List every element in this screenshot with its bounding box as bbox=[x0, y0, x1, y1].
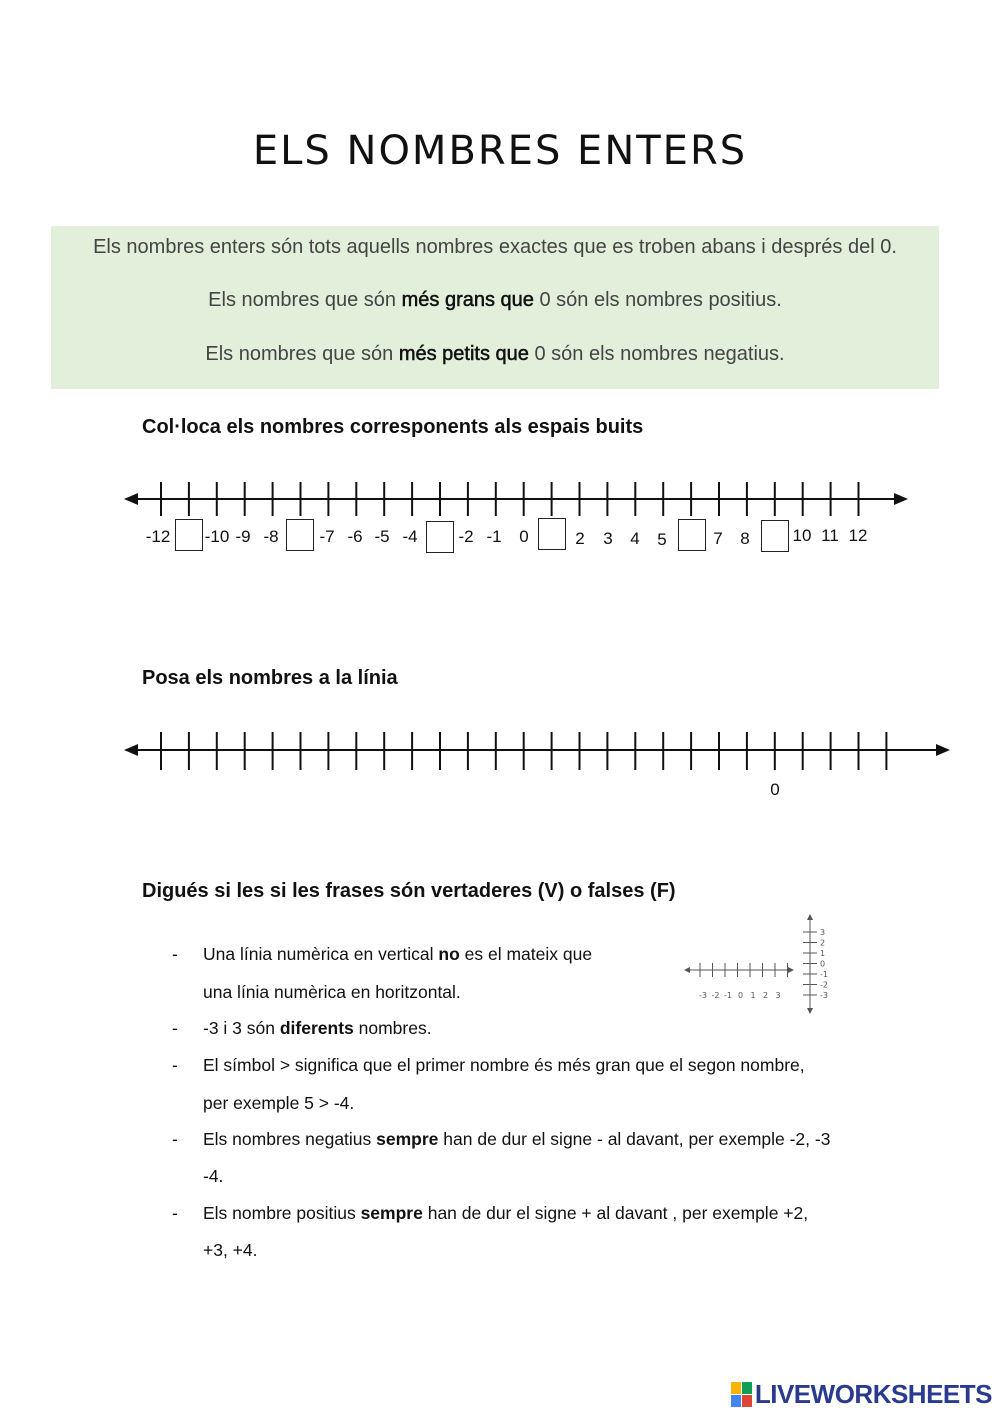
logo-square bbox=[742, 1382, 752, 1394]
statement-dash: - bbox=[172, 944, 178, 964]
mini-v-label: 3 bbox=[820, 928, 826, 937]
line1-label: -4 bbox=[402, 527, 418, 546]
statement-3-line-2: per exemple 5 > -4. bbox=[203, 1093, 355, 1113]
mini-v-label: -2 bbox=[820, 980, 828, 990]
line1-label: -10 bbox=[204, 527, 230, 546]
section2-heading: Posa els nombres a la línia bbox=[142, 667, 398, 689]
number-line-2 bbox=[0, 730, 1000, 774]
mini-v-label: 1 bbox=[820, 949, 826, 958]
line2-zero-label: 0 bbox=[770, 780, 780, 799]
blank-box-5[interactable] bbox=[678, 519, 706, 551]
line1-label: 8 bbox=[740, 529, 750, 548]
statement-3-line-1: El símbol > significa que el primer nombre és més gran que el segon nombre, bbox=[203, 1055, 805, 1075]
statement-1-line-2: una línia numèrica en horitzontal. bbox=[203, 982, 461, 1002]
mini-h-label: 0 bbox=[737, 991, 744, 1000]
logo-square bbox=[742, 1395, 752, 1407]
statement-5-line-1: Els nombre positius sempre han de dur el signe + al davant , per exemple +2, bbox=[203, 1203, 809, 1223]
logo-mark-icon bbox=[731, 1382, 752, 1407]
blank-box-6[interactable] bbox=[761, 520, 789, 552]
line1-label: -7 bbox=[319, 527, 335, 546]
line1-label: 11 bbox=[821, 526, 839, 545]
line1-label: -1 bbox=[486, 527, 502, 546]
statement-dash: - bbox=[172, 1129, 178, 1149]
statement-dash: - bbox=[172, 1018, 178, 1038]
mini-h-label: -3 bbox=[699, 991, 707, 1000]
number-line-2-left-arrow bbox=[124, 744, 138, 756]
mini-h-label: -2 bbox=[711, 991, 720, 1000]
line1-label: -8 bbox=[263, 527, 279, 546]
page-title: ELS NOMBRES ENTERS bbox=[252, 128, 748, 174]
blank-box-1[interactable] bbox=[175, 519, 203, 551]
mini-v-label: 0 bbox=[820, 959, 826, 969]
definition-line-2: Els nombres que són més grans que 0 són els nombres positius. bbox=[208, 289, 782, 311]
line1-label: -6 bbox=[347, 527, 363, 546]
mini-h-label: 1 bbox=[750, 991, 756, 1000]
section1-heading: Col·loca els nombres corresponents als espais buits bbox=[142, 416, 644, 438]
line1-label: -12 bbox=[145, 527, 171, 546]
mini-h-label: 3 bbox=[775, 991, 781, 1000]
line1-label: -9 bbox=[235, 527, 251, 546]
line1-label: 0 bbox=[519, 527, 529, 546]
logo-square bbox=[731, 1382, 741, 1394]
definition-line-1: Els nombres enters són tots aquells nombres exactes que es troben abans i després del 0. bbox=[93, 236, 897, 258]
mini-v-down-arrow bbox=[807, 1008, 813, 1014]
blank-box-2[interactable] bbox=[286, 519, 314, 551]
number-line-1-right-arrow bbox=[894, 493, 908, 505]
definition-box bbox=[51, 226, 939, 389]
logo-square bbox=[731, 1395, 741, 1407]
statement-2-line-1: -3 i 3 són diferents nombres. bbox=[203, 1018, 432, 1038]
blank-box-3[interactable] bbox=[426, 521, 454, 553]
line1-label: 2 bbox=[575, 529, 585, 548]
line1-label: 3 bbox=[603, 529, 613, 548]
line1-label: -5 bbox=[374, 527, 390, 546]
mini-h-label: -1 bbox=[724, 991, 732, 1000]
number-line-2-right-arrow bbox=[936, 744, 950, 756]
definition-line-3: Els nombres que són més petits que 0 són els nombres negatius. bbox=[205, 343, 785, 365]
mini-h-left-arrow bbox=[684, 967, 690, 973]
statement-dash: - bbox=[172, 1203, 178, 1223]
mini-v-label: -1 bbox=[820, 970, 828, 979]
statement-1-line-1: Una línia numèrica en vertical no es el mateix que bbox=[203, 944, 593, 964]
mini-v-up-arrow bbox=[807, 914, 813, 920]
statement-5-line-2: +3, +4. bbox=[203, 1240, 258, 1260]
line1-label: 5 bbox=[657, 530, 667, 549]
mini-h-label: 2 bbox=[762, 991, 769, 1000]
statement-dash: - bbox=[172, 1055, 178, 1075]
line1-label: -2 bbox=[458, 527, 474, 546]
mini-v-label: -3 bbox=[820, 991, 828, 1000]
statement-4-line-2: -4. bbox=[203, 1166, 224, 1186]
line1-label: 4 bbox=[630, 529, 640, 548]
statement-4-line-1: Els nombres negatius sempre han de dur el signe - al davant, per exemple -2, -3 bbox=[203, 1129, 831, 1149]
number-line-1-left-arrow bbox=[124, 493, 138, 505]
mini-v-label: 2 bbox=[820, 938, 826, 948]
blank-box-4[interactable] bbox=[538, 518, 566, 550]
logo-text: LIVEWORKSHEETS bbox=[754, 1378, 992, 1409]
liveworksheets-logo[interactable] bbox=[731, 1378, 992, 1410]
section3-heading: Digués si les si les frases són vertaderes (V) o falses (F) bbox=[142, 880, 676, 902]
line1-label: 7 bbox=[713, 529, 723, 548]
line1-label: 12 bbox=[848, 526, 868, 545]
line1-label: 10 bbox=[792, 526, 812, 545]
horizontal-vertical-lines-figure bbox=[680, 912, 850, 1022]
mini-h-right-arrow bbox=[788, 967, 794, 973]
number-line-1 bbox=[0, 480, 1000, 520]
